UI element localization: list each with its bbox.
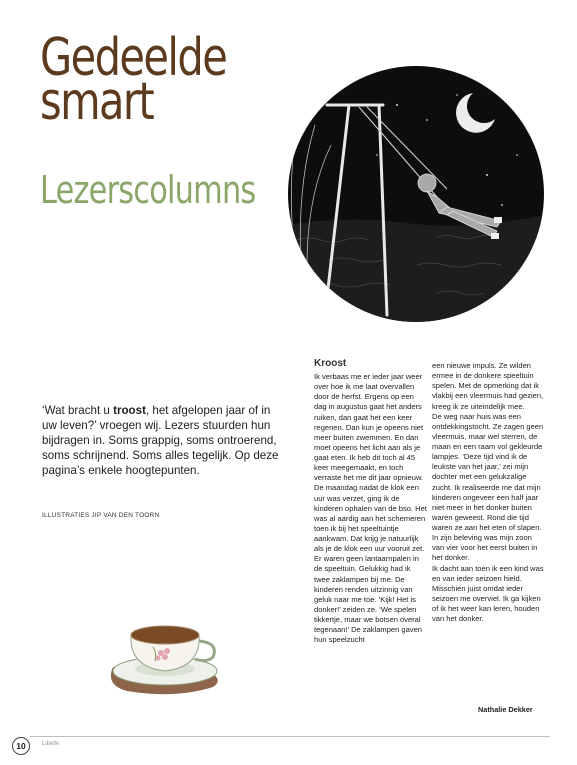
illustration-credit: ILLUSTRATIES JIP VAN DEN TOORN — [42, 512, 160, 519]
title-line-2: smart — [40, 72, 154, 132]
column-text-right — [432, 361, 546, 624]
author-name: Nathalie Dekker — [478, 705, 533, 714]
paragraph: Ik dacht aan toen ik een kind was en van ieder seizoen hield. Misschien juist omdat ieder seizoen me overviel. Ik ga kijken of ik het weer kan leren, houden van het donker. — [432, 563, 544, 624]
paragraph: Ik verbaas me er ieder jaar weer over hoe ik me laat overvallen door de herfst. Ergens op een dag in augustus gaat het anders ruiken, dan gaat het een keer regenen. Dan kun je opeens niet meer buiten zwemmen. En dan moet opeens het licht aan als je gaat eten. Ik heb dit toch al 45 keer meegemaakt, en toch verraste het me dit jaar opnieuw. — [314, 372, 424, 483]
page-subtitle: Lezerscolumns — [40, 168, 256, 212]
magazine-name: Libelle — [42, 741, 60, 747]
column-text-left — [314, 372, 428, 645]
intro-keyword: troost — [113, 404, 146, 417]
paragraph: een nieuwe impuls. Ze wilden ermee in de donkere speeltuin spelen. Met de opmerking dat ik vlakbij een vleermuis had gezien, kreeg ik ze uiteindelijk mee. — [432, 361, 544, 411]
paragraph: Er waren geen lantaarnpalen in de speeltuin. Gelukkig had ik twee zaklampen bij me. De kinderen renden uitzinnig van geluk naar me toe. ‘Kijk! Het is donker!’ zeiden ze. ‘We spelen tikkertje, maar we botsen overal tegenaan!’ De zaklampen gaven hun speelzucht — [314, 554, 422, 645]
swing-night-illustration — [287, 65, 545, 323]
paragraph: De maandag nadat de klok een uur was verzet, ging ik de kinderen ophalen van de bso. Het was al aardig aan het schemeren toen ik bij het speeltuintje aankwam. Dat krijg je natuurlijk als je de klok een uur vooruit zet. — [314, 483, 427, 554]
title-line-1: Gedeelde — [40, 28, 227, 88]
intro-text: ‘Wat bracht u troost, het afgelopen jaar of in uw leven?’ vroegen wij. Lezers stuurden hun bijdragen in. Soms grappig, soms ontroerend, soms schrijnend. Soms alles tegelijk. Op deze pagina’s enkele hoogtepunten. — [42, 404, 279, 477]
footer-divider — [30, 736, 550, 737]
teacup-illustration — [95, 605, 235, 697]
page-number: 10 — [12, 737, 30, 755]
page-title — [40, 28, 227, 132]
column-heading: Kroost — [314, 358, 347, 369]
paragraph: De weg naar huis was een ontdekkingstocht. Ze zagen geen vleermuis, maar wel sterren, de maan en een raam vol gekleurde lampjes. ‘Deze tijd vind ik de leukste van het jaar,’ zei mijn dochter met een gelukzalige zucht. Ik realiseerde me dat mijn kinderen ongeveer een half jaar niet meer in het donker buiten waren geweest. Rond die tijd waren ze aan het eten of slapen. In zijn beleving was mijn zoon van vier voor het eerst buiten in het donker. — [432, 411, 544, 563]
